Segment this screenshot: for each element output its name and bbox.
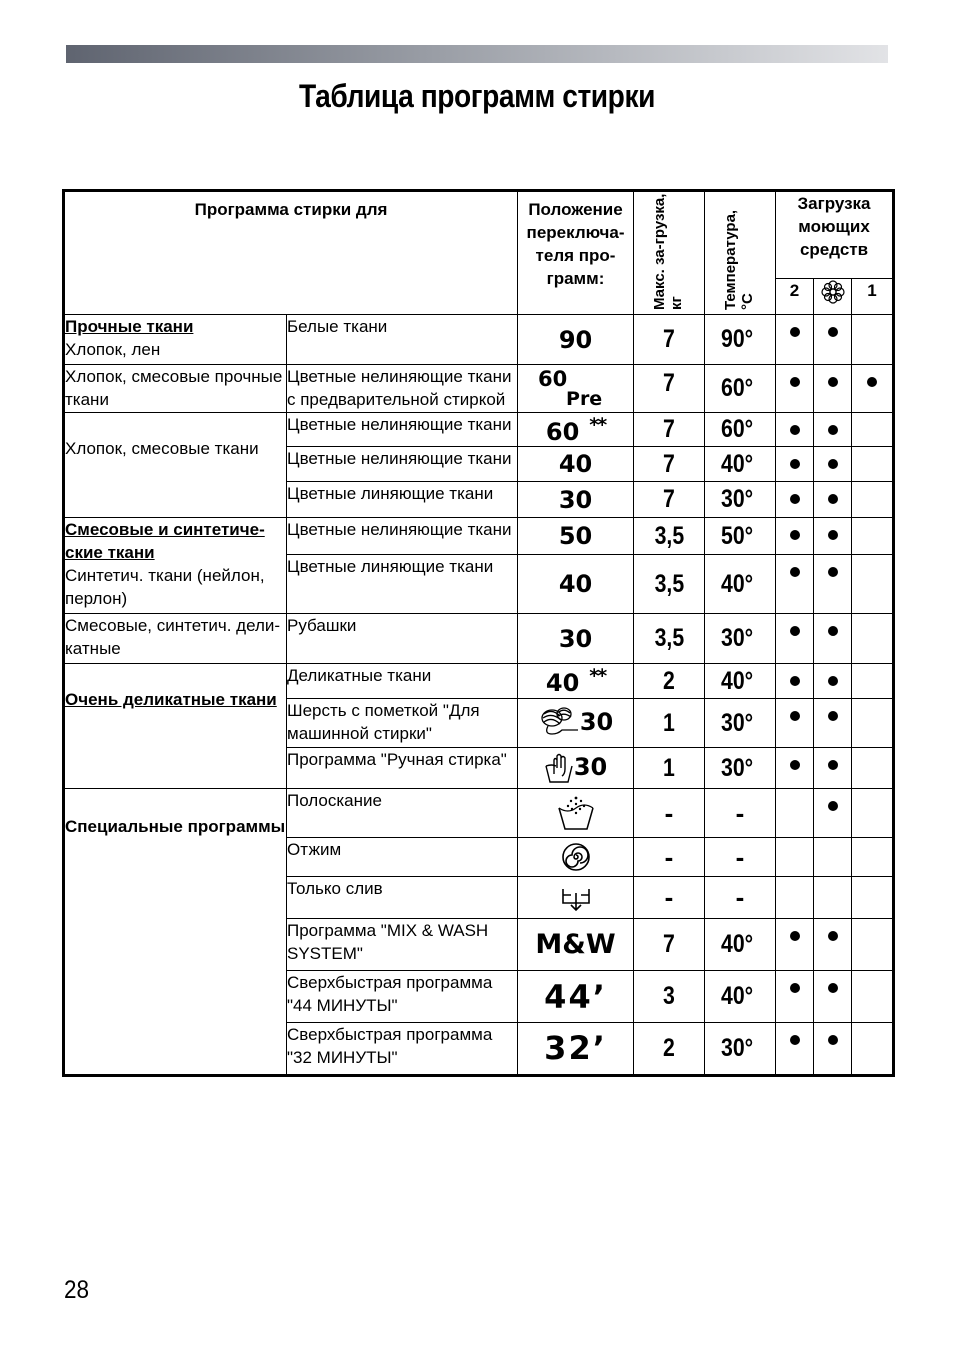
detergent-dot [790, 760, 800, 770]
detergent-dot [828, 530, 838, 540]
flower-icon [820, 279, 846, 305]
category-synthetic: Смесовые и синтетиче-ские ткани [65, 520, 265, 562]
detergent-dot [828, 801, 838, 811]
detergent-cell [814, 838, 852, 877]
detergent-cell [814, 447, 852, 482]
detergent-cell [776, 971, 814, 1023]
spin-icon [561, 842, 591, 872]
detergent-dot [790, 983, 800, 993]
table-row: Программа "MIX & WASH SYSTEM" M&W 7 40° [64, 919, 894, 971]
wool-icon [538, 704, 580, 742]
detergent-cell [852, 555, 894, 614]
table-row: Программа "Ручная стирка" 30 1 30° [64, 748, 894, 789]
table-row: Хлопок, смесовые ткани Цветные нелиняющие ткани 60 ** 7 60° [64, 413, 894, 447]
category-delicate: Очень деликатные ткани [65, 690, 277, 709]
detergent-cell [852, 919, 894, 971]
table-row: Отжим - - [64, 838, 894, 877]
detergent-cell [814, 699, 852, 748]
page-number: 28 [64, 1276, 90, 1304]
header-detergent-2: 2 [776, 279, 814, 315]
switch-position: 40 [518, 447, 634, 482]
detergent-dot [790, 711, 800, 721]
detergent-cell [852, 1023, 894, 1076]
detergent-dot [790, 676, 800, 686]
detergent-cell [852, 789, 894, 838]
table-row: Цветные нелиняющие ткани 40 7 40° [64, 447, 894, 482]
detergent-cell [814, 919, 852, 971]
detergent-dot [790, 1035, 800, 1045]
switch-position: 60 ** [518, 413, 634, 447]
table-row: Специальные программы Полоскание - - [64, 789, 894, 838]
detergent-cell [852, 614, 894, 664]
detergent-dot [828, 760, 838, 770]
detergent-cell [852, 699, 894, 748]
category-strong: Прочные ткани [65, 317, 194, 336]
detergent-cell [814, 365, 852, 413]
detergent-dot [828, 626, 838, 636]
detergent-cell [814, 555, 852, 614]
detergent-cell [852, 838, 894, 877]
switch-position: 40 [518, 555, 634, 614]
detergent-cell [814, 748, 852, 789]
switch-position: 40 ** [518, 664, 634, 699]
detergent-cell [776, 748, 814, 789]
category-special: Специальные программы [65, 817, 286, 836]
detergent-dot [790, 327, 800, 337]
detergent-dot [828, 676, 838, 686]
detergent-dot [828, 711, 838, 721]
table-row: Сверхбыстрая программа "32 МИНУТЫ" 32’ 2 30° [64, 1023, 894, 1076]
table-header [64, 191, 894, 279]
rinse-icon [556, 794, 596, 832]
table-row: Смесовые и синтетиче-ские ткани Синтетич. ткани (нейлон, перлон) Цветные нелиняющие ткани 50 3,5 50° [64, 518, 894, 555]
switch-position [518, 789, 634, 838]
detergent-cell [776, 614, 814, 664]
switch-position [518, 838, 634, 877]
detergent-cell [814, 315, 852, 365]
header-program: Программа стирки для [64, 191, 518, 315]
detergent-cell [776, 447, 814, 482]
detergent-dot [828, 494, 838, 504]
table-row: Цветные линяющие ткани 30 7 30° [64, 482, 894, 518]
header-detergent-flower [814, 279, 852, 315]
switch-position: 30 [518, 482, 634, 518]
table-row: Цветные линяющие ткани 40 3,5 40° [64, 555, 894, 614]
header-detergent-1: 1 [852, 279, 894, 315]
detergent-cell [852, 971, 894, 1023]
switch-position: 30 [518, 699, 634, 748]
header-bar [66, 45, 888, 63]
switch-position [518, 877, 634, 919]
switch-position: 50 [518, 518, 634, 555]
detergent-cell [814, 413, 852, 447]
switch-position: 90 [518, 315, 634, 365]
detergent-cell [814, 518, 852, 555]
table-row: Очень деликатные ткани Деликатные ткани 40 ** 2 40° [64, 664, 894, 699]
detergent-cell [852, 447, 894, 482]
detergent-cell [776, 518, 814, 555]
detergent-dot [790, 567, 800, 577]
detergent-dot [790, 459, 800, 469]
detergent-cell [776, 919, 814, 971]
switch-position: 30 [518, 748, 634, 789]
header-temperature: Температура, °C [705, 191, 776, 315]
detergent-dot [790, 425, 800, 435]
detergent-dot [828, 1035, 838, 1045]
header-max-load: Макс. за-грузка, кг [634, 191, 705, 315]
switch-position: 60 Pre [518, 365, 634, 413]
header-switch-position: Положение переключа-теля про-грамм: [518, 191, 634, 315]
detergent-cell [852, 315, 894, 365]
table-row: Шерсть с пометкой "Для машинной стирки" 30 1 30° [64, 699, 894, 748]
detergent-dot [828, 377, 838, 387]
detergent-cell [852, 482, 894, 518]
detergent-cell [776, 315, 814, 365]
page-title: Таблица программ стирки [299, 78, 655, 114]
detergent-cell [852, 877, 894, 919]
detergent-cell [776, 365, 814, 413]
detergent-dot [828, 459, 838, 469]
detergent-cell [852, 365, 894, 413]
detergent-cell [814, 971, 852, 1023]
detergent-cell [814, 877, 852, 919]
table-row: Сверхбыстрая программа "44 МИНУТЫ" 44’ 3 40° [64, 971, 894, 1023]
detergent-dot [790, 931, 800, 941]
detergent-cell [776, 482, 814, 518]
table-row: Хлопок, смесовые прочные ткани Цветные нелиняющие ткани с предварительной стиркой 60 Pre 7 60° [64, 365, 894, 413]
detergent-dot [828, 425, 838, 435]
switch-position: 44’ [518, 971, 634, 1023]
detergent-dot [828, 983, 838, 993]
drain-icon [560, 883, 592, 913]
detergent-dot [828, 567, 838, 577]
detergent-cell [776, 838, 814, 877]
detergent-cell [776, 699, 814, 748]
detergent-cell [852, 413, 894, 447]
detergent-dot [828, 931, 838, 941]
detergent-cell [776, 413, 814, 447]
table-row: Смесовые, синтетич. дели-катные Рубашки 30 3,5 30° [64, 614, 894, 664]
detergent-dot [828, 327, 838, 337]
detergent-dot [867, 377, 877, 387]
table-row: Прочные ткани Хлопок, лен Белые ткани 90 7 90° [64, 315, 894, 365]
detergent-cell [814, 614, 852, 664]
detergent-cell [852, 664, 894, 699]
detergent-cell [776, 555, 814, 614]
detergent-cell [852, 518, 894, 555]
detergent-cell [814, 482, 852, 518]
detergent-cell [776, 1023, 814, 1076]
detergent-cell [814, 1023, 852, 1076]
detergent-cell [814, 789, 852, 838]
detergent-dot [790, 626, 800, 636]
detergent-cell [776, 664, 814, 699]
detergent-dot [790, 494, 800, 504]
detergent-cell [852, 748, 894, 789]
switch-position: 32’ [518, 1023, 634, 1076]
detergent-cell [776, 789, 814, 838]
table-row: Только слив - - [64, 877, 894, 919]
switch-position: 30 [518, 614, 634, 664]
header-detergent: Загрузка моющих средств [776, 191, 894, 279]
detergent-dot [790, 377, 800, 387]
program-table [62, 189, 895, 1077]
detergent-cell [776, 877, 814, 919]
detergent-cell [814, 664, 852, 699]
detergent-dot [790, 530, 800, 540]
hand-wash-icon [544, 752, 574, 784]
switch-position: M&W [518, 919, 634, 971]
